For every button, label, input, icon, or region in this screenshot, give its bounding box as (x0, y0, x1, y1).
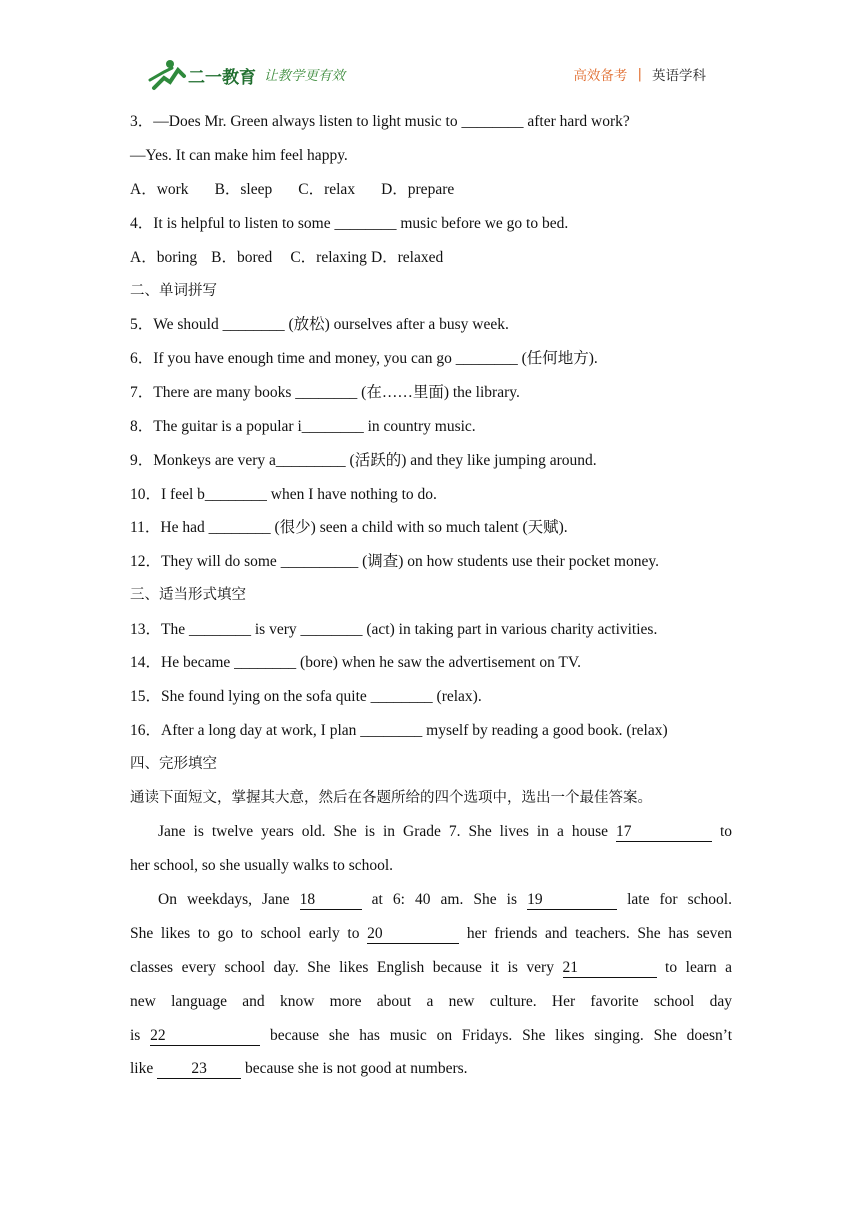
passage-text: at 6: 40 am. She is (371, 891, 518, 908)
section-2-title: 二、单词拼写 (130, 283, 217, 299)
q3-option-c: C．relax (298, 181, 356, 198)
passage-text: because she has music on Fridays. She likes singing. She doesn’t (269, 1027, 732, 1044)
q11-stem-end: (很少) seen a child with so much talent (天赋). (274, 519, 568, 536)
q9-blank: _________ (275, 452, 346, 469)
header-subject: 英语学科 (652, 68, 706, 84)
q3-stem-end: after hard work? (527, 113, 630, 130)
q14-stem-end: (bore) when he saw the advertisement on TV. (300, 654, 581, 671)
logo-icon (148, 58, 258, 92)
q11-stem: 11．He had (130, 519, 205, 536)
q7-stem-end: (在……里面) the library. (361, 384, 520, 401)
q14-stem: 14．He became (130, 654, 231, 671)
q3-stem: 3．—Does Mr. Green always listen to light music to (130, 113, 458, 130)
q4-option-a: A．boring (130, 249, 198, 266)
cloze-blank-19: 19 (527, 891, 617, 910)
passage-text: late for school. (627, 891, 732, 908)
passage-p2-line5 (130, 1026, 732, 1046)
q6-blank: ________ (455, 350, 518, 367)
page-header (148, 58, 708, 94)
question-16 (130, 721, 732, 741)
cloze-blank-22: 22 (150, 1027, 260, 1046)
cloze-blank-18: 18 (300, 891, 362, 910)
q6-stem: 6．If you have enough time and money, you can go (130, 350, 452, 367)
passage-text: to learn a (665, 959, 733, 976)
q5-blank: ________ (222, 316, 285, 333)
q10-blank: ________ (204, 486, 267, 503)
q7-blank: ________ (295, 384, 358, 401)
q13-blank-1: ________ (188, 621, 251, 638)
question-9 (130, 451, 732, 471)
q9-stem-end: (活跃的) and they like jumping around. (349, 452, 597, 469)
q8-blank: ________ (301, 418, 364, 435)
header-right (573, 64, 706, 84)
question-11 (130, 518, 732, 538)
q4-option-d: D．relaxed (370, 249, 444, 266)
passage-p2-line3 (130, 958, 732, 978)
q4-blank: ________ (334, 215, 397, 232)
q4-options (130, 248, 732, 268)
q13-blank-2: ________ (300, 621, 363, 638)
q9-stem: 9．Monkeys are very a (130, 452, 276, 469)
q13-stem-end: (act) in taking part in various charity activities. (366, 621, 658, 638)
passage-p2-line6 (130, 1059, 732, 1079)
passage-p2-line1 (130, 890, 732, 910)
cloze-blank-20: 20 (367, 925, 459, 944)
passage-text: She likes to go to school early to (130, 925, 360, 942)
q16-stem-end: myself by reading a good book. (relax) (426, 722, 668, 739)
svg-text:二一教育: 二一教育 (188, 68, 256, 88)
question-4 (130, 214, 732, 234)
q8-stem: 8．The guitar is a popular i (130, 418, 302, 435)
q15-stem-end: (relax). (436, 688, 482, 705)
question-5 (130, 315, 732, 335)
question-7 (130, 383, 732, 403)
header-separator: | (637, 66, 642, 82)
question-3 (130, 112, 732, 132)
q3-reply: —Yes. It can make him feel happy. (130, 147, 348, 164)
q16-blank: ________ (360, 722, 423, 739)
passage-text: her friends and teachers. She has seven (466, 925, 733, 942)
header-slogan: 让教学更有效 (264, 68, 345, 84)
question-8 (130, 417, 732, 437)
q14-blank: ________ (234, 654, 297, 671)
cloze-blank-17: 17 (616, 823, 712, 842)
question-13 (130, 620, 732, 640)
q4-option-c: C．relaxing (290, 249, 367, 266)
cloze-instruction: 通读下面短文，掌握其大意，然后在各题所给的四个选项中，选出一个最佳答案。 (130, 790, 652, 806)
passage-text: like (130, 1060, 154, 1077)
q3-blank: ________ (461, 113, 524, 130)
header-tag: 高效备考 (573, 68, 628, 84)
question-12 (130, 552, 732, 572)
question-14 (130, 653, 732, 673)
q11-blank: ________ (208, 519, 271, 536)
q4-stem-end: music before we go to bed. (400, 215, 569, 232)
passage-p1-line1 (130, 822, 732, 842)
passage-p1-line2: her school, so she usually walks to school. (130, 857, 394, 874)
passage-text: On weekdays, Jane (158, 891, 290, 908)
q13-mid: is very (254, 621, 297, 638)
q3-options (130, 180, 732, 200)
q10-stem-end: when I have nothing to do. (270, 486, 437, 503)
q15-blank: ________ (370, 688, 433, 705)
q4-stem: 4．It is helpful to listen to some (130, 215, 331, 232)
q13-stem: 13．The (130, 621, 186, 638)
passage-text: because she is not good at numbers. (245, 1060, 468, 1077)
q3-option-d: D．prepare (381, 181, 455, 198)
q12-blank: __________ (280, 553, 359, 570)
section-4-title: 四、完形填空 (130, 756, 217, 772)
q6-stem-end: (任何地方). (521, 350, 598, 367)
cloze-blank-21: 21 (563, 959, 657, 978)
cloze-blank-23: 23 (157, 1060, 241, 1079)
passage-text: Jane is twelve years old. She is in Grade 7. She lives in a house (158, 823, 608, 840)
q15-stem: 15．She found lying on the sofa quite (130, 688, 367, 705)
passage-text: is (130, 1027, 141, 1044)
q3-option-b: B．sleep (214, 181, 273, 198)
question-6 (130, 349, 732, 369)
q5-stem: 5．We should (130, 316, 219, 333)
q10-stem: 10．I feel b (130, 486, 205, 503)
passage-p2-line4: new language and know more about a new culture. Her favorite school day (130, 993, 732, 1010)
question-15 (130, 687, 732, 707)
q4-option-b: B．bored (211, 249, 273, 266)
passage-p2-line2 (130, 924, 732, 944)
q7-stem: 7．There are many books (130, 384, 292, 401)
q3-option-a: A．work (130, 181, 189, 198)
q16-stem: 16．After a long day at work, I plan (130, 722, 357, 739)
passage-text: to (719, 823, 733, 840)
section-3-title: 三、适当形式填空 (130, 587, 246, 603)
passage-text: classes every school day. She likes English because it is very (130, 959, 554, 976)
q5-stem-end: (放松) ourselves after a busy week. (288, 316, 509, 333)
q12-stem: 12．They will do some (130, 553, 277, 570)
q12-stem-end: (调查) on how students use their pocket money. (362, 553, 659, 570)
q8-stem-end: in country music. (367, 418, 476, 435)
question-10 (130, 485, 732, 505)
